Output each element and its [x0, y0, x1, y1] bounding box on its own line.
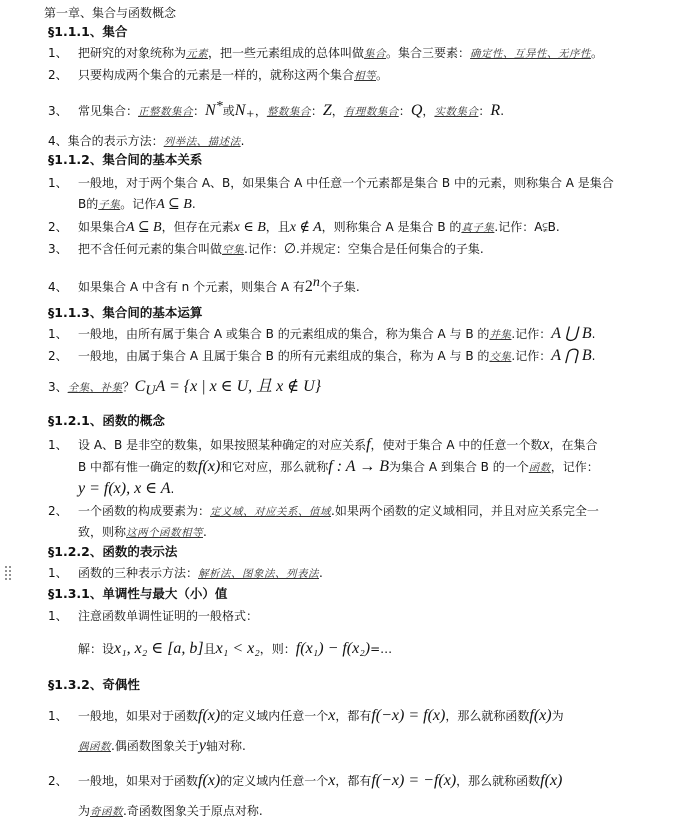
- list-item: 1、 设 A、B 是非空的数集，如果按照某种确定的对应关系f，使对于集合 A 中的任意一个数x，在集合: [48, 436, 598, 453]
- drag-handle-icon[interactable]: [4, 565, 12, 581]
- list-item: 2、 一般地，如果对于函数f(x)的定义域内任意一个x，都有f(−x) = −f(x)，那么就称函数f(x): [48, 772, 563, 789]
- list-item-continuation: 为奇函数.奇函数图象关于原点对称.: [78, 804, 263, 818]
- list-item: 3、 常见集合：正整数集合：N*或$N_+$，整数集合：Z，有理数集合：Q，实数集合：R.: [48, 99, 505, 123]
- list-item-continuation: 偶函数.偶函数图象关于y轴对称.: [78, 737, 246, 754]
- list-item: 1、 注意函数单调性证明的一般格式：: [48, 609, 259, 623]
- section-heading-1-2-1: §1.2.1、函数的概念: [48, 413, 165, 428]
- section-heading-1-3-1: §1.3.1、单调性与最大（小）值: [48, 586, 228, 601]
- list-item: 2、 如果集合A ⊆ B，但存在元素x ∈ B，且x ∉ A，则称集合 A 是集合 B 的真子集.记作：A⫋B.: [48, 220, 560, 235]
- list-item: 3、 把不含任何元素的集合叫做空集.记作：∅.并规定：空集合是任何集合的子集.: [48, 242, 484, 257]
- list-item: 3、全集、补集？$C_UA = \{x$ | x ∈ U, 且 x ∉ U}: [48, 378, 322, 399]
- list-item: 1、 一般地，对于两个集合 A、B，如果集合 A 中任意一个元素都是集合 B 中的元素，则称集合 A 是集合: [48, 176, 614, 190]
- section-heading-1-1-2: §1.1.2、集合间的基本关系: [48, 152, 203, 167]
- section-heading-1-1-1: §1.1.1、集合: [48, 24, 128, 39]
- list-item: 4、 如果集合 A 中含有 n 个元素，则集合 A 有2$^n$个子集.: [48, 275, 360, 295]
- list-item: 2、 只要构成两个集合的元素是一样的，就称这两个集合相等。: [48, 68, 389, 82]
- section-heading-1-3-2: §1.3.2、奇偶性: [48, 677, 140, 692]
- list-item-continuation: 解：设x₁, x₂ ∈ [a, b]且x₁ < x₂，则：f(x₁) − f(x₂)=…: [78, 640, 393, 657]
- list-item: 2、 一个函数的构成要素为：定义域、对应关系、值域.如果两个函数的定义域相同，并且对应关系完全一: [48, 504, 599, 518]
- list-item: 1、 一般地，由所有属于集合 A 或集合 B 的元素组成的集合，称为集合 A 与 B 的并集.记作：A ⋃ B.: [48, 325, 596, 342]
- list-item: 1、 函数的三种表示方法：解析法、图象法、列表法.: [48, 566, 323, 580]
- list-item: 2、 一般地，由属于集合 A 且属于集合 B 的所有元素组成的集合，称为 A 与 B 的交集.记作：A ⋂ B.: [48, 347, 596, 364]
- chapter-title: 第一章、集合与函数概念: [44, 6, 177, 20]
- list-item-continuation: B的子集。记作A ⊆ B.: [78, 197, 196, 212]
- list-item: 1、 把研究的对象统称为元素，把一些元素组成的总体叫做集合。集合三要素：确定性、互异性、无序性。: [48, 46, 604, 60]
- section-heading-1-1-3: §1.1.3、集合间的基本运算: [48, 305, 203, 320]
- list-item-continuation: y = f(x), x ∈ A.: [78, 480, 175, 497]
- list-item-continuation: B 中都有惟一确定的数f(x)和它对应，那么就称f : A → B为集合 A 到集合 B 的一个函数，记作：: [78, 458, 599, 475]
- section-heading-1-2-2: §1.2.2、函数的表示法: [48, 544, 178, 559]
- list-item: 1、 一般地，如果对于函数f(x)的定义域内任意一个x，都有f(−x) = f(x)，那么就称函数f(x)为: [48, 707, 564, 724]
- list-item: 4、集合的表示方法：列举法、描述法.: [48, 134, 245, 148]
- list-item-continuation: 致，则称这两个函数相等.: [78, 525, 207, 539]
